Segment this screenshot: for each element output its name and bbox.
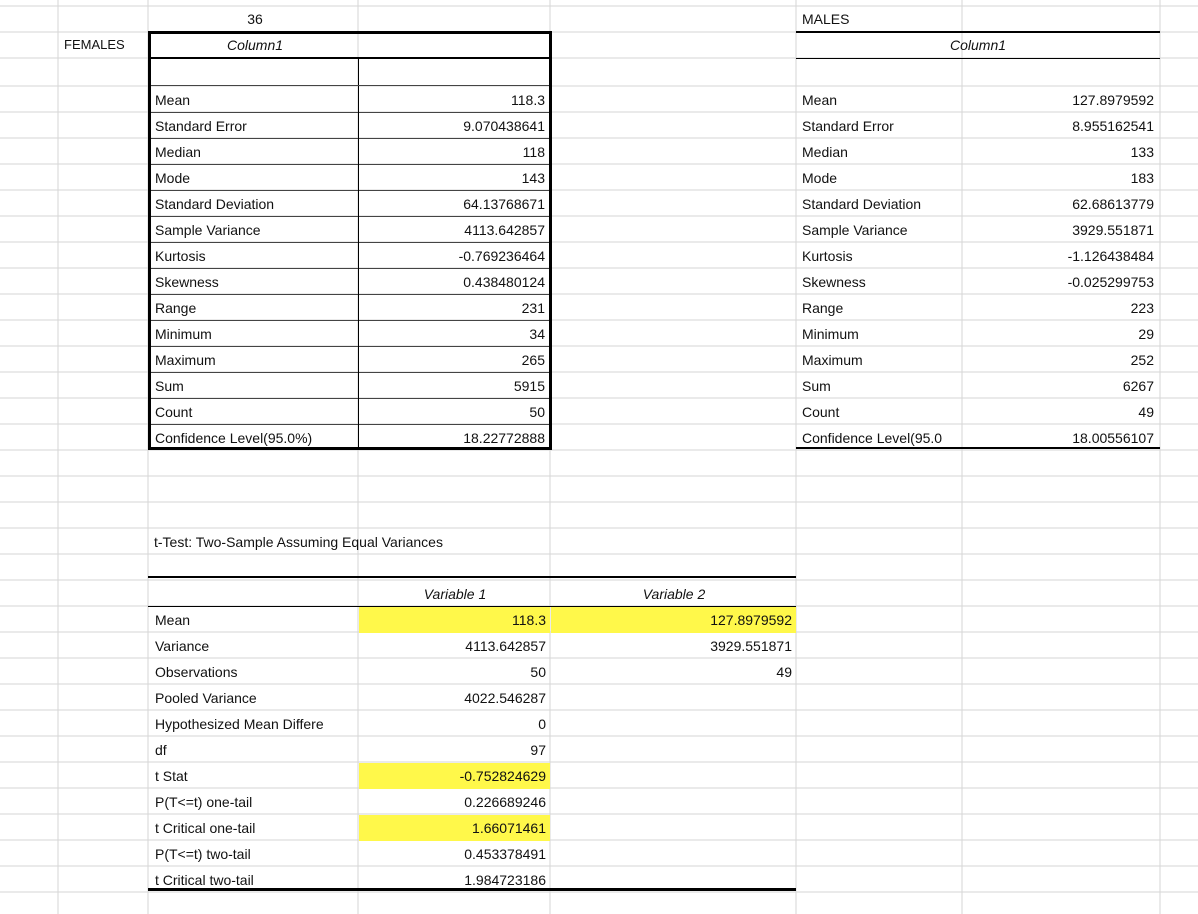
females-stat-value[interactable]: 0.438480124 [463,274,545,290]
ttest-variable2-value[interactable] [551,763,796,789]
females-stat-label[interactable]: Mean [155,92,191,108]
males-stat-value[interactable]: 49 [1138,404,1154,420]
females-table-left-border [148,31,151,450]
females-stat-label[interactable]: Minimum [155,326,212,342]
ttest-stat-label[interactable]: Pooled Variance [155,690,257,706]
ttest-variable1-value[interactable]: 0 [538,716,546,732]
females-table-right-border [549,31,552,450]
males-stat-label[interactable]: Count [802,404,840,420]
females-stat-value[interactable]: 265 [521,352,545,368]
ttest-variable2-value[interactable] [551,737,796,763]
females-stat-value[interactable]: 50 [529,404,545,420]
females-stat-value[interactable]: 118.3 [511,92,545,108]
males-table-top-border [796,31,1160,33]
ttest-variable1-value[interactable]: 97 [530,742,546,758]
ttest-stat-label[interactable]: P(T<=t) two-tail [155,846,251,862]
ttest-stat-label[interactable]: Hypothesized Mean Differe [155,716,324,732]
ttest-variable2-value[interactable] [551,685,796,711]
females-stat-value[interactable]: 118 [522,144,545,160]
males-stat-value[interactable]: 62.68613779 [1072,196,1154,212]
males-stat-value[interactable]: 252 [1130,352,1154,368]
ttest-variable1-value[interactable]: 0.453378491 [464,846,546,862]
ttest-variable1-value[interactable]: -0.752824629 [359,763,550,789]
ttest-stat-label[interactable]: Variance [155,638,210,654]
ttest-variable1-value[interactable]: 1.66071461 [359,815,550,841]
females-stat-value[interactable]: 34 [529,326,545,342]
males-stat-label[interactable]: Standard Error [802,118,894,134]
females-stat-label[interactable]: Count [155,404,193,420]
ttest-variable2-value[interactable] [551,789,796,815]
males-stat-label[interactable]: Median [802,144,848,160]
males-header-bottom-border [796,58,1160,59]
females-stat-value[interactable]: 9.070438641 [463,118,545,134]
ttest-stat-label[interactable]: t Critical two-tail [155,872,254,888]
females-stat-label[interactable]: Median [155,144,201,160]
males-column-header[interactable]: Column1 [949,37,1007,53]
ttest-stat-label[interactable]: P(T<=t) one-tail [155,794,253,810]
females-stat-label[interactable]: Maximum [155,352,216,368]
males-stat-value[interactable]: 127.8979592 [1072,92,1154,108]
females-inner-divider [358,58,359,448]
males-stat-value[interactable]: 133 [1130,144,1154,160]
ttest-variable2-value[interactable] [551,841,796,867]
males-stat-label[interactable]: Confidence Level(95.0 [802,430,943,446]
males-stat-value[interactable]: 18.00556107 [1072,430,1154,446]
ttest-stat-label[interactable]: Observations [155,664,238,680]
females-stat-label[interactable]: Skewness [155,274,219,290]
males-stat-label[interactable]: Mode [802,170,838,186]
males-stat-label[interactable]: Standard Deviation [802,196,922,212]
females-column-header[interactable]: Column1 [226,37,284,53]
males-stat-value[interactable]: 29 [1138,326,1154,342]
males-stat-label[interactable]: Sum [802,378,831,394]
males-table-bottom-border [796,447,1160,449]
females-stat-label[interactable]: Sample Variance [155,222,261,238]
males-stat-value[interactable]: 223 [1130,300,1154,316]
females-stat-label[interactable]: Standard Deviation [155,196,275,212]
males-title[interactable]: MALES [802,11,850,27]
females-label[interactable]: FEMALES [64,37,125,52]
females-stat-value[interactable]: 64.13768671 [463,196,545,212]
partial-cell-value[interactable]: 36 [247,11,263,27]
ttest-stat-label[interactable]: t Critical one-tail [155,820,256,836]
ttest-stat-label[interactable]: df [155,742,167,758]
ttest-variable1-header[interactable]: Variable 1 [423,586,487,602]
males-stat-label[interactable]: Skewness [802,274,866,290]
females-table-bottom-border [148,447,552,450]
males-stat-label[interactable]: Minimum [802,326,859,342]
females-stat-value[interactable]: 143 [521,170,545,186]
ttest-variable2-value[interactable]: 127.8979592 [551,607,796,633]
males-stat-value[interactable]: 183 [1130,170,1154,186]
ttest-stat-label[interactable]: Mean [155,612,191,628]
females-blank-row-divider [151,85,549,86]
ttest-title[interactable]: t-Test: Two-Sample Assuming Equal Variances [154,534,443,550]
males-stat-value[interactable]: 6267 [1122,378,1154,394]
males-stat-value[interactable]: -0.025299753 [1067,274,1154,290]
ttest-variable1-value[interactable]: 50 [530,664,546,680]
ttest-variable1-value[interactable]: 4022.546287 [464,690,546,706]
females-stat-value[interactable]: 231 [521,300,545,316]
ttest-stat-label[interactable]: t Stat [155,768,188,784]
females-stat-label[interactable]: Confidence Level(95.0%) [155,430,313,446]
males-stat-label[interactable]: Kurtosis [802,248,853,264]
ttest-variable2-value[interactable]: 49 [776,664,792,680]
females-stat-label[interactable]: Sum [155,378,184,394]
males-stat-label[interactable]: Mean [802,92,838,108]
females-stat-label[interactable]: Range [155,300,197,316]
ttest-variable2-header[interactable]: Variable 2 [642,586,706,602]
females-stat-value[interactable]: 18.22772888 [463,430,545,446]
ttest-variable2-value[interactable] [551,711,796,737]
ttest-variable1-value[interactable]: 4113.642857 [465,638,546,654]
males-stat-value[interactable]: 3929.551871 [1072,222,1154,238]
males-stat-value[interactable]: 8.955162541 [1072,118,1154,134]
males-stat-label[interactable]: Range [802,300,844,316]
ttest-variable1-value[interactable]: 118.3 [359,607,550,633]
ttest-table-bottom-border [148,888,796,891]
females-stat-label[interactable]: Mode [155,170,191,186]
ttest-variable1-value[interactable]: 0.226689246 [464,794,546,810]
males-stat-label[interactable]: Sample Variance [802,222,908,238]
females-stat-value[interactable]: -0.769236464 [458,248,545,264]
ttest-variable2-value[interactable]: 3929.551871 [710,638,792,654]
ttest-header-bottom-border [148,606,796,607]
males-stat-value[interactable]: -1.126438484 [1067,248,1154,264]
females-stat-label[interactable]: Standard Error [155,118,247,134]
males-stat-label[interactable]: Maximum [802,352,863,368]
females-stat-label[interactable]: Kurtosis [155,248,206,264]
females-stat-value[interactable]: 5915 [513,378,545,394]
ttest-variable2-value[interactable] [551,815,796,841]
ttest-variable1-value[interactable]: 1.984723186 [464,872,546,888]
females-stat-value[interactable]: 4113.642857 [464,222,545,238]
females-table-top-border [148,31,552,34]
females-header-bottom-border [148,57,552,59]
ttest-table-top-border [148,576,796,578]
